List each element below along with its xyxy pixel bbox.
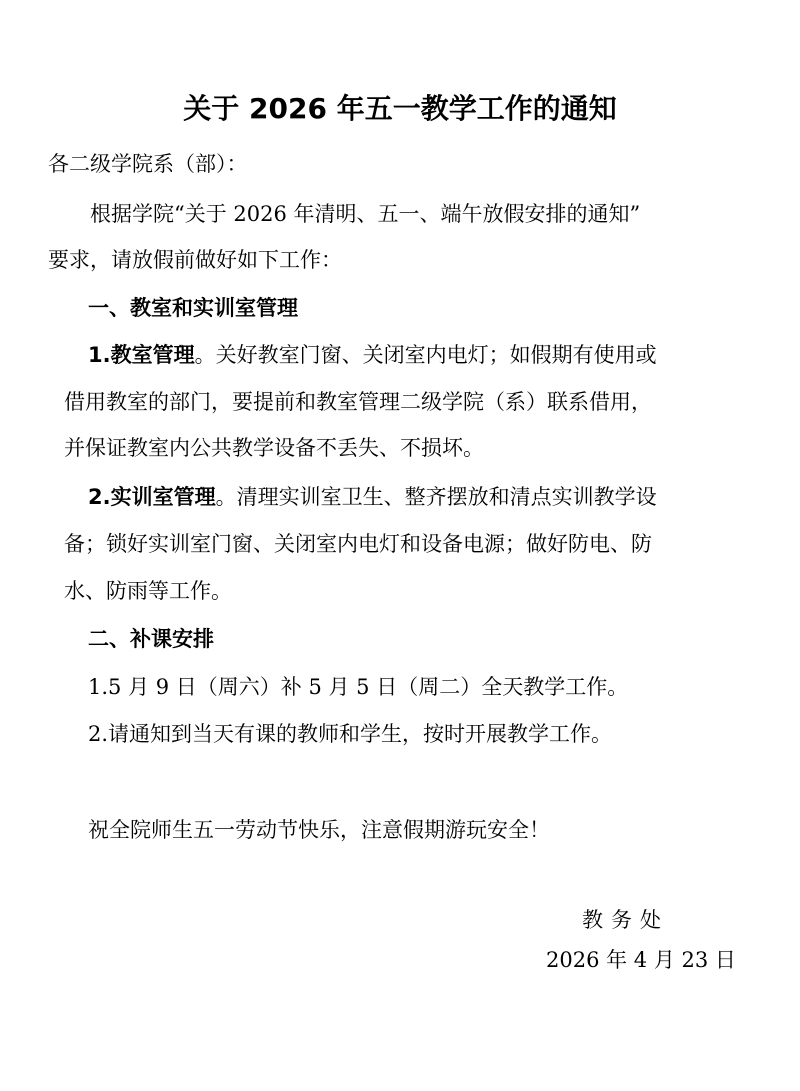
document-title: 关于 2026 年五一教学工作的通知: [183, 92, 617, 125]
intro-line-1: 根据学院“关于 2026 年清明、五一、端午放假安排的通知”: [90, 202, 641, 226]
item-text: 。关好教室门窗、关闭室内电灯；如假期有使用或: [194, 343, 657, 367]
section-heading-makeup: 二、补课安排: [88, 627, 214, 651]
salutation: 各二级学院系（部）：: [48, 152, 248, 176]
paragraph-lab-line-3: 水、防雨等工作。: [64, 579, 232, 603]
paragraph-lab-line-1: [88, 483, 657, 511]
paragraph-classroom-line-3: 并保证教室内公共教学设备不丢失、不损坏。: [64, 436, 484, 460]
paragraph-classroom-line-2: 借用教室的部门，要提前和教室管理二级学院（系）联系借用，: [64, 390, 652, 414]
signature-office: 教务处: [582, 908, 669, 932]
section-heading-classroom: 一、教室和实训室管理: [88, 296, 298, 320]
signature-date: 2026 年 4 月 23 日: [546, 948, 736, 972]
item-text: 。清理实训室卫生、整齐摆放和清点实训教学设: [215, 485, 657, 509]
makeup-item-1: 1.5 月 9 日（周六）补 5 月 5 日（周二）全天教学工作。: [88, 675, 629, 699]
intro-line-2: 要求，请放假前做好如下工作：: [48, 248, 342, 272]
paragraph-lab-line-2: 备；锁好实训室门窗、关闭室内电灯和设备电源；做好防电、防: [64, 532, 652, 556]
item-label-lab: 2.实训室管理: [88, 485, 216, 509]
item-label-classroom: 1.教室管理: [88, 343, 195, 367]
paragraph-classroom-line-1: [88, 341, 657, 369]
makeup-item-2: 2.请通知到当天有课的教师和学生，按时开展教学工作。: [88, 722, 613, 746]
closing-wish: 祝全院师生五一劳动节快乐，注意假期游玩安全！: [88, 818, 550, 842]
